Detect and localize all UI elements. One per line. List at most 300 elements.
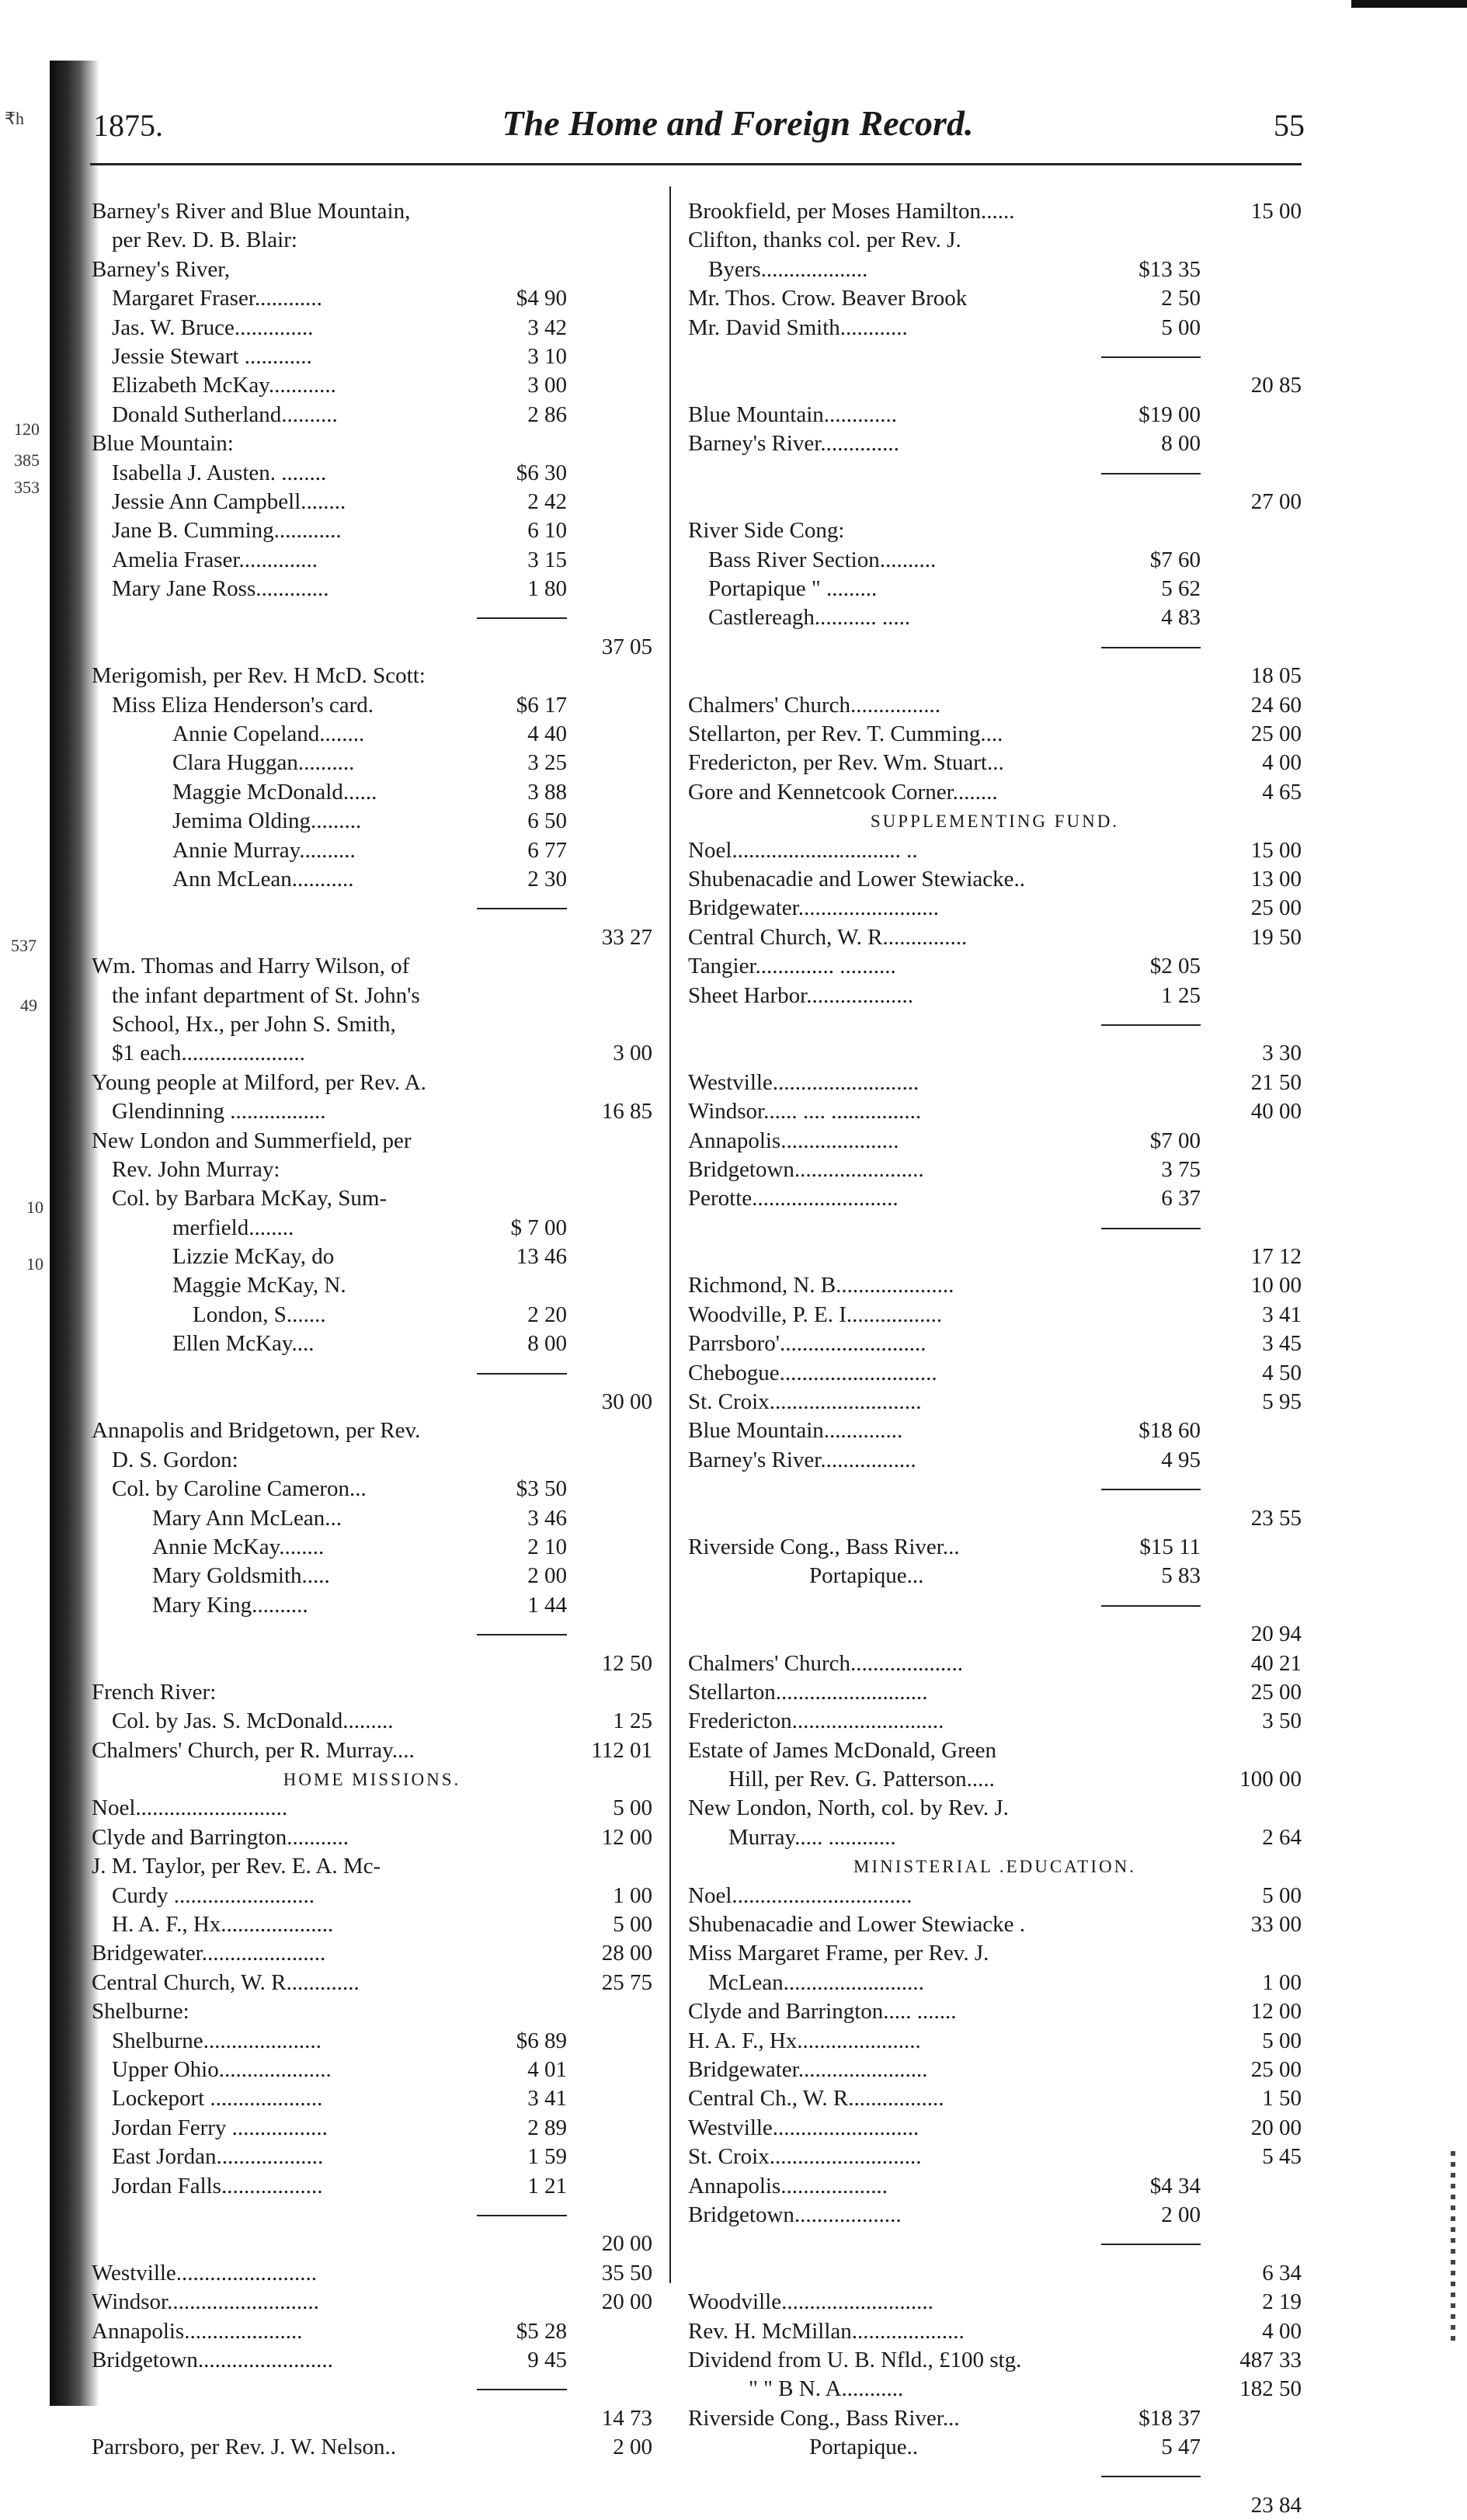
ledger-row bbox=[92, 1010, 652, 1039]
ledger-row bbox=[92, 371, 652, 400]
total-rule bbox=[688, 342, 1302, 371]
ledger-entry-text: New London, North, col. by Rev. J. bbox=[688, 1795, 1009, 1821]
ledger-row bbox=[688, 2143, 1302, 2171]
ledger-row bbox=[92, 1184, 652, 1213]
ledger-entry-text: Byers................... bbox=[708, 256, 868, 282]
subtotal-amount: 5 00 bbox=[1161, 315, 1201, 340]
total-amount: 33 00 bbox=[1250, 1912, 1302, 1938]
ledger-row bbox=[688, 1069, 1302, 1097]
subtotal-amount: 1 59 bbox=[527, 2144, 567, 2170]
section-heading-text: SUPPLEMENTING FUND. bbox=[870, 812, 1120, 832]
ledger-row bbox=[92, 1127, 652, 1156]
ledger-entry-text: Jordan Ferry ................. bbox=[112, 2115, 328, 2140]
section-heading-text: HOME MISSIONS. bbox=[283, 1770, 461, 1790]
margin-note: 385 bbox=[14, 450, 40, 470]
ledger-row bbox=[92, 836, 652, 865]
ledger-entry-text: Fredericton........................... bbox=[688, 1708, 944, 1734]
ledger-row bbox=[688, 226, 1302, 255]
subtotal-amount: 3 15 bbox=[527, 547, 567, 572]
ledger-entry-text: Bridgewater...................... bbox=[92, 1941, 326, 1966]
ledger-entry-text: merfield........ bbox=[172, 1215, 294, 1240]
ledger-entry-text: Estate of James McDonald, Green bbox=[688, 1737, 997, 1763]
ledger-row bbox=[92, 1243, 652, 1271]
ledger-entry-text: Upper Ohio.................... bbox=[112, 2057, 332, 2082]
total-rule-line bbox=[1101, 2476, 1201, 2477]
total-amount: 4 50 bbox=[1262, 1360, 1302, 1385]
ledger-row bbox=[92, 778, 652, 807]
total-rule-line bbox=[1101, 356, 1201, 358]
ledger-entry-text: Portapique.. bbox=[809, 2435, 919, 2460]
ledger-entry-text: Hill, per Rev. G. Patterson..... bbox=[728, 1767, 995, 1792]
ledger-entry-text: Annapolis and Bridgetown, per Rev. bbox=[92, 1418, 421, 1444]
total-rule bbox=[92, 894, 652, 923]
ledger-entry-text: River Side Cong: bbox=[688, 518, 845, 544]
total-amount: 33 27 bbox=[601, 924, 652, 950]
ledger-row bbox=[688, 2317, 1302, 2346]
ledger-entry-text: H. A. F., Hx...................... bbox=[688, 2028, 921, 2053]
ledger-row bbox=[92, 749, 652, 777]
ledger-entry-text: Central Church, W. R............. bbox=[92, 1969, 360, 1995]
total-amount: 112 01 bbox=[591, 1737, 652, 1763]
ledger-entry-text: Clyde and Barrington........... bbox=[92, 1824, 349, 1850]
ledger-entry-text: Woodville, P. E. I................. bbox=[688, 1302, 943, 1327]
ledger-row bbox=[92, 1504, 652, 1533]
ledger-row bbox=[92, 1039, 652, 1068]
subtotal-amount: $19 00 bbox=[1138, 401, 1201, 427]
subtotal-amount: 5 47 bbox=[1161, 2435, 1201, 2460]
ledger-row bbox=[688, 488, 1302, 516]
subtotal-amount: $6 89 bbox=[516, 2028, 567, 2053]
ledger-row bbox=[92, 2288, 652, 2317]
ledger-entry-text: Central Church, W. R............... bbox=[688, 924, 968, 950]
ledger-entry-text: Wm. Thomas and Harry Wilson, of bbox=[92, 954, 410, 979]
ledger-entry-text: School, Hx., per John S. Smith, bbox=[112, 1011, 396, 1037]
ledger-row bbox=[92, 516, 652, 545]
ledger-entry-text: Blue Mountain: bbox=[92, 431, 234, 457]
total-rule-line bbox=[1101, 473, 1201, 474]
ledger-row bbox=[92, 1707, 652, 1736]
total-rule-line bbox=[1101, 1024, 1201, 1026]
ledger-row bbox=[688, 2433, 1302, 2462]
ledger-row bbox=[688, 1649, 1302, 1678]
ledger-entry-text: Barney's River................. bbox=[688, 1447, 916, 1472]
ledger-row bbox=[92, 314, 652, 342]
ledger-row bbox=[92, 1214, 652, 1243]
ledger-entry-text: Central Ch., W. R................. bbox=[688, 2086, 944, 2112]
total-amount: 15 00 bbox=[1250, 837, 1302, 863]
subtotal-amount: $3 50 bbox=[516, 1476, 567, 1502]
left-column bbox=[92, 197, 652, 2462]
subtotal-amount: 3 25 bbox=[527, 750, 567, 776]
ledger-row bbox=[688, 1910, 1302, 1939]
subtotal-amount: 3 46 bbox=[527, 1505, 567, 1531]
ledger-row bbox=[92, 429, 652, 458]
ledger-row bbox=[688, 516, 1302, 545]
subtotal-amount: $6 30 bbox=[516, 460, 567, 485]
ledger-row bbox=[92, 1794, 652, 1823]
ledger-entry-text: Brookfield, per Moses Hamilton...... bbox=[688, 199, 1015, 224]
ledger-row bbox=[688, 1446, 1302, 1475]
ledger-row bbox=[688, 2404, 1302, 2433]
subtotal-amount: 1 21 bbox=[527, 2173, 567, 2198]
margin-note: 10 bbox=[26, 1254, 43, 1274]
ledger-entry-text: Noel........................... bbox=[92, 1795, 288, 1821]
ledger-entry-text: Stellarton........................... bbox=[688, 1679, 928, 1705]
total-rule-line bbox=[477, 2389, 567, 2390]
subtotal-amount: 3 00 bbox=[527, 373, 567, 398]
ledger-row bbox=[688, 429, 1302, 458]
total-rule-line bbox=[477, 1373, 567, 1375]
ledger-row bbox=[688, 2491, 1302, 2520]
total-amount: 30 00 bbox=[601, 1389, 652, 1415]
ledger-entry-text: Amelia Fraser.............. bbox=[112, 547, 318, 572]
total-amount: 20 00 bbox=[1250, 2115, 1302, 2140]
ledger-entry-text: Mr. Thos. Crow. Beaver Brook bbox=[688, 286, 968, 311]
ledger-row bbox=[92, 2084, 652, 2113]
ledger-entry-text: Clifton, thanks col. per Rev. J. bbox=[688, 228, 961, 253]
ledger-entry-text: Lizzie McKay, do bbox=[172, 1244, 335, 1270]
ledger-row bbox=[92, 1649, 652, 1678]
ledger-row bbox=[92, 575, 652, 603]
ledger-row bbox=[688, 1388, 1302, 1416]
margin-note: 10 bbox=[26, 1197, 43, 1217]
total-amount: 20 85 bbox=[1250, 373, 1302, 398]
ledger-entry-text: Clyde and Barrington..... ....... bbox=[688, 1999, 957, 2025]
ledger-entry-text: Noel.............................. .. bbox=[688, 837, 918, 863]
total-amount: 16 85 bbox=[601, 1099, 652, 1124]
ledger-entry-text: Shubenacadie and Lower Stewiacke.. bbox=[688, 866, 1026, 892]
ledger-row bbox=[688, 1127, 1302, 1156]
ledger-row bbox=[92, 401, 652, 429]
subtotal-amount: 13 46 bbox=[516, 1244, 567, 1270]
ledger-row bbox=[92, 546, 652, 575]
total-amount: 3 00 bbox=[613, 1041, 652, 1066]
ledger-entry-text: Annie Murray.......... bbox=[172, 837, 356, 863]
total-amount: 1 00 bbox=[1262, 1969, 1302, 1995]
ledger-row bbox=[688, 982, 1302, 1010]
total-amount: 1 50 bbox=[1262, 2086, 1302, 2112]
ledger-entry-text: Barney's River, bbox=[92, 256, 231, 282]
total-amount: 21 50 bbox=[1250, 1069, 1302, 1095]
ledger-entry-text: Portapique " ......... bbox=[708, 576, 878, 602]
subtotal-amount: 2 10 bbox=[527, 1534, 567, 1559]
subtotal-amount: $18 37 bbox=[1138, 2405, 1201, 2431]
ledger-row bbox=[92, 459, 652, 488]
subtotal-amount: $4 90 bbox=[516, 286, 567, 311]
subtotal-amount: 3 10 bbox=[527, 343, 567, 369]
total-amount: 5 95 bbox=[1262, 1389, 1302, 1415]
ledger-row bbox=[92, 720, 652, 749]
ledger-entry-text: Jordan Falls.................. bbox=[112, 2173, 323, 2198]
ledger-row bbox=[688, 1765, 1302, 1794]
ledger-row bbox=[92, 2230, 652, 2258]
subtotal-amount: $6 17 bbox=[516, 692, 567, 718]
ledger-entry-text: Miss Eliza Henderson's card. bbox=[112, 692, 374, 718]
total-amount: 25 00 bbox=[1250, 895, 1302, 921]
total-rule bbox=[688, 1010, 1302, 1039]
total-amount: 4 65 bbox=[1262, 779, 1302, 805]
header-rule bbox=[90, 163, 1302, 165]
ledger-entry-text: Col. by Barbara McKay, Sum- bbox=[112, 1186, 388, 1211]
total-amount: 27 00 bbox=[1250, 488, 1302, 514]
subtotal-amount: 4 95 bbox=[1161, 1447, 1201, 1472]
ledger-entry-text: Glendinning ................. bbox=[112, 1099, 326, 1124]
ledger-row bbox=[92, 226, 652, 255]
total-amount: 182 50 bbox=[1239, 2376, 1302, 2402]
ledger-row bbox=[92, 2172, 652, 2201]
total-amount: 20 00 bbox=[601, 2289, 652, 2315]
ledger-entry-text: Westville......................... bbox=[92, 2260, 318, 2285]
total-amount: 15 00 bbox=[1250, 199, 1302, 224]
total-amount: 14 73 bbox=[601, 2405, 652, 2431]
ledger-row bbox=[688, 720, 1302, 749]
total-rule bbox=[688, 1475, 1302, 1503]
ledger-entry-text: H. A. F., Hx.................... bbox=[112, 1912, 334, 1938]
ledger-row bbox=[92, 1852, 652, 1881]
header-year: 1875. bbox=[93, 108, 163, 143]
total-amount: 1 25 bbox=[613, 1708, 652, 1734]
total-amount: 3 30 bbox=[1262, 1041, 1302, 1066]
total-amount: 3 50 bbox=[1262, 1708, 1302, 1734]
ledger-row bbox=[688, 255, 1302, 284]
subtotal-amount: 6 50 bbox=[527, 808, 567, 834]
ledger-entry-text: Mary Ann McLean... bbox=[152, 1505, 342, 1531]
ledger-row bbox=[92, 2259, 652, 2288]
ledger-row bbox=[92, 1823, 652, 1852]
ledger-entry-text: Blue Mountain............. bbox=[688, 401, 898, 427]
subtotal-amount: 3 75 bbox=[1161, 1156, 1201, 1182]
section-heading bbox=[688, 1852, 1302, 1881]
ledger-row bbox=[688, 1359, 1302, 1388]
ledger-entry-text: Mary Goldsmith..... bbox=[152, 1563, 330, 1589]
ledger-entry-text: Jessie Ann Campbell........ bbox=[112, 488, 346, 514]
ledger-entry-text: Barney's River and Blue Mountain, bbox=[92, 199, 411, 224]
ledger-entry-text: Col. by Jas. S. McDonald......... bbox=[112, 1708, 394, 1734]
subtotal-amount: 4 83 bbox=[1161, 605, 1201, 631]
total-rule-line bbox=[477, 1634, 567, 1635]
ledger-row bbox=[688, 1997, 1302, 2026]
total-amount: 487 33 bbox=[1239, 2347, 1302, 2372]
ledger-entry-text: Jessie Stewart ............ bbox=[112, 343, 312, 369]
total-amount: 23 55 bbox=[1250, 1505, 1302, 1531]
ledger-entry-text: the infant department of St. John's bbox=[112, 982, 420, 1008]
total-rule bbox=[688, 2462, 1302, 2490]
ledger-entry-text: Chalmers' Church, per R. Murray.... bbox=[92, 1737, 415, 1763]
ledger-row bbox=[92, 1271, 652, 1300]
ledger-row bbox=[688, 1794, 1302, 1823]
total-rule bbox=[688, 633, 1302, 662]
total-rule bbox=[688, 459, 1302, 488]
ledger-row bbox=[92, 2027, 652, 2056]
subtotal-amount: 3 42 bbox=[527, 315, 567, 340]
subtotal-amount: 2 20 bbox=[527, 1302, 567, 1327]
total-amount: 37 05 bbox=[601, 634, 652, 659]
ledger-entry-text: Windsor...... .... ................ bbox=[688, 1099, 922, 1124]
total-amount: 100 00 bbox=[1239, 1767, 1302, 1792]
ledger-entry-text: Portapique... bbox=[809, 1563, 924, 1589]
total-amount: 3 41 bbox=[1262, 1302, 1302, 1327]
ledger-entry-text: Gore and Kennetcook Corner........ bbox=[688, 779, 998, 805]
ledger-row bbox=[688, 546, 1302, 575]
ledger-row bbox=[688, 923, 1302, 952]
ledger-row bbox=[688, 2056, 1302, 2084]
total-amount: 2 64 bbox=[1262, 1824, 1302, 1850]
ledger-row bbox=[688, 1620, 1302, 1649]
ledger-row bbox=[688, 1678, 1302, 1707]
subtotal-amount: $2 05 bbox=[1149, 954, 1201, 979]
ledger-row bbox=[92, 1097, 652, 1126]
ledger-row bbox=[688, 2201, 1302, 2230]
ledger-entry-text: Jane B. Cumming............ bbox=[112, 518, 342, 544]
ledger-entry-text: Riverside Cong., Bass River... bbox=[688, 2405, 960, 2431]
margin-note: 120 bbox=[14, 419, 40, 439]
ledger-entry-text: St. Croix........................... bbox=[688, 1389, 922, 1415]
ledger-row bbox=[92, 662, 652, 690]
ledger-row bbox=[688, 1707, 1302, 1736]
ledger-entry-text: Margaret Fraser............ bbox=[112, 286, 322, 311]
total-rule-line bbox=[477, 908, 567, 909]
ledger-entry-text: Murray..... ............ bbox=[728, 1824, 896, 1850]
subtotal-amount: 1 25 bbox=[1161, 982, 1201, 1008]
edge-marks bbox=[1451, 2151, 1455, 2345]
total-rule bbox=[688, 1214, 1302, 1243]
ledger-entry-text: Mr. David Smith............ bbox=[688, 315, 908, 340]
subtotal-amount: 3 88 bbox=[527, 779, 567, 805]
ledger-entry-text: Tangier.............. .......... bbox=[688, 954, 896, 979]
ledger-row bbox=[92, 255, 652, 284]
subtotal-amount: 1 44 bbox=[527, 1592, 567, 1618]
ledger-row bbox=[92, 807, 652, 836]
ledger-entry-text: Curdy ......................... bbox=[112, 1882, 315, 1908]
ledger-row bbox=[688, 836, 1302, 865]
total-amount: 25 00 bbox=[1250, 721, 1302, 747]
total-amount: 2 19 bbox=[1262, 2289, 1302, 2315]
ledger-entry-text: Donald Sutherland.......... bbox=[112, 401, 338, 427]
margin-note: 353 bbox=[14, 478, 40, 497]
ledger-row bbox=[688, 1184, 1302, 1213]
ledger-row bbox=[92, 865, 652, 894]
ledger-row bbox=[688, 1301, 1302, 1330]
ledger-row bbox=[688, 1562, 1302, 1590]
ledger-entry-text: London, S....... bbox=[193, 1302, 326, 1327]
ledger-entry-text: Windsor........................... bbox=[92, 2289, 319, 2315]
ledger-entry-text: Mary Jane Ross............. bbox=[112, 576, 329, 602]
ledger-row bbox=[688, 1823, 1302, 1852]
total-amount: 24 60 bbox=[1250, 692, 1302, 718]
ledger-entry-text: Bridgewater......................... bbox=[688, 895, 939, 921]
total-amount: 5 00 bbox=[1262, 1882, 1302, 1908]
ledger-entry-text: Annapolis................... bbox=[688, 2173, 888, 2198]
ledger-entry-text: Isabella J. Austen. ........ bbox=[112, 460, 327, 485]
total-amount: 6 34 bbox=[1262, 2260, 1302, 2285]
ledger-row bbox=[92, 1997, 652, 2026]
ledger-row bbox=[688, 401, 1302, 429]
ledger-entry-text: Sheet Harbor................... bbox=[688, 982, 913, 1008]
total-rule bbox=[92, 1620, 652, 1649]
column-divider bbox=[669, 186, 671, 2283]
ledger-entry-text: Richmond, N. B..................... bbox=[688, 1273, 954, 1298]
ledger-entry-text: D. S. Gordon: bbox=[112, 1447, 238, 1472]
ledger-row bbox=[688, 1330, 1302, 1358]
ledger-row bbox=[688, 1156, 1302, 1184]
ledger-row bbox=[688, 2027, 1302, 2056]
subtotal-amount: 3 41 bbox=[527, 2086, 567, 2112]
subtotal-amount: 5 62 bbox=[1161, 576, 1201, 602]
ledger-row bbox=[688, 1243, 1302, 1271]
ledger-row bbox=[92, 2346, 652, 2375]
ledger-row bbox=[92, 1562, 652, 1590]
subtotal-amount: 8 00 bbox=[527, 1331, 567, 1357]
section-heading bbox=[92, 1765, 652, 1794]
section-heading-text: MINISTERIAL .EDUCATION. bbox=[853, 1857, 1136, 1877]
ledger-row bbox=[92, 982, 652, 1010]
ledger-row bbox=[688, 952, 1302, 981]
total-rule-line bbox=[477, 617, 567, 619]
ledger-row bbox=[92, 2143, 652, 2171]
ledger-entry-text: McLean......................... bbox=[708, 1969, 924, 1995]
ledger-entry-text: Chebogue............................ bbox=[688, 1360, 937, 1385]
ledger-row bbox=[688, 284, 1302, 313]
ledger-row bbox=[92, 1388, 652, 1416]
ledger-entry-text: Bridgetown....................... bbox=[688, 1156, 924, 1182]
ledger-row bbox=[92, 691, 652, 720]
ledger-row bbox=[688, 2375, 1302, 2404]
ledger-row bbox=[92, 1939, 652, 1968]
ledger-row bbox=[688, 2346, 1302, 2375]
ledger-entry-text: Westville.......................... bbox=[688, 1069, 919, 1095]
ledger-entry-text: Parrsboro'.......................... bbox=[688, 1331, 926, 1357]
ledger-row bbox=[92, 1446, 652, 1475]
ledger-entry-text: Dividend from U. B. Nfld., £100 stg. bbox=[688, 2347, 1022, 2372]
ledger-entry-text: Young people at Milford, per Rev. A. bbox=[92, 1069, 426, 1095]
subtotal-amount: 6 10 bbox=[527, 518, 567, 544]
ledger-row bbox=[92, 952, 652, 981]
subtotal-amount: $7 60 bbox=[1149, 547, 1201, 572]
subtotal-amount: 6 37 bbox=[1161, 1186, 1201, 1211]
total-amount: 20 00 bbox=[601, 2231, 652, 2257]
total-amount: 18 05 bbox=[1250, 663, 1302, 689]
ledger-entry-text: Annapolis..................... bbox=[688, 1128, 899, 1153]
subtotal-amount: 6 77 bbox=[527, 837, 567, 863]
ledger-entry-text: Rev. H. McMillan.................... bbox=[688, 2318, 965, 2344]
ledger-row bbox=[688, 1969, 1302, 1997]
total-rule-line bbox=[1101, 2244, 1201, 2245]
subtotal-amount: $7 00 bbox=[1149, 1128, 1201, 1153]
ledger-row bbox=[688, 894, 1302, 923]
ledger-entry-text: Jas. W. Bruce.............. bbox=[112, 315, 314, 340]
ledger-row bbox=[688, 575, 1302, 603]
ledger-row bbox=[92, 197, 652, 226]
total-rule bbox=[92, 2375, 652, 2404]
ledger-row bbox=[92, 2114, 652, 2143]
ledger-row bbox=[688, 778, 1302, 807]
total-amount: 4 00 bbox=[1262, 2318, 1302, 2344]
total-rule-line bbox=[1101, 1228, 1201, 1229]
ledger-entry-text: $1 each...................... bbox=[112, 1041, 305, 1066]
ledger-entry-text: J. M. Taylor, per Rev. E. A. Mc- bbox=[92, 1854, 381, 1879]
ledger-entry-text: Maggie McKay, N. bbox=[172, 1273, 346, 1298]
subtotal-amount: 4 01 bbox=[527, 2057, 567, 2082]
section-heading bbox=[688, 807, 1302, 836]
ledger-row bbox=[92, 1330, 652, 1358]
subtotal-amount: 2 30 bbox=[527, 866, 567, 892]
ledger-entry-text: St. Croix........................... bbox=[688, 2144, 922, 2170]
ledger-row bbox=[92, 284, 652, 313]
subtotal-amount: 2 50 bbox=[1161, 286, 1201, 311]
ledger-entry-text: Merigomish, per Rev. H McD. Scott: bbox=[92, 663, 426, 689]
ledger-entry-text: Maggie McDonald...... bbox=[172, 779, 377, 805]
total-amount: 20 94 bbox=[1250, 1621, 1302, 1647]
